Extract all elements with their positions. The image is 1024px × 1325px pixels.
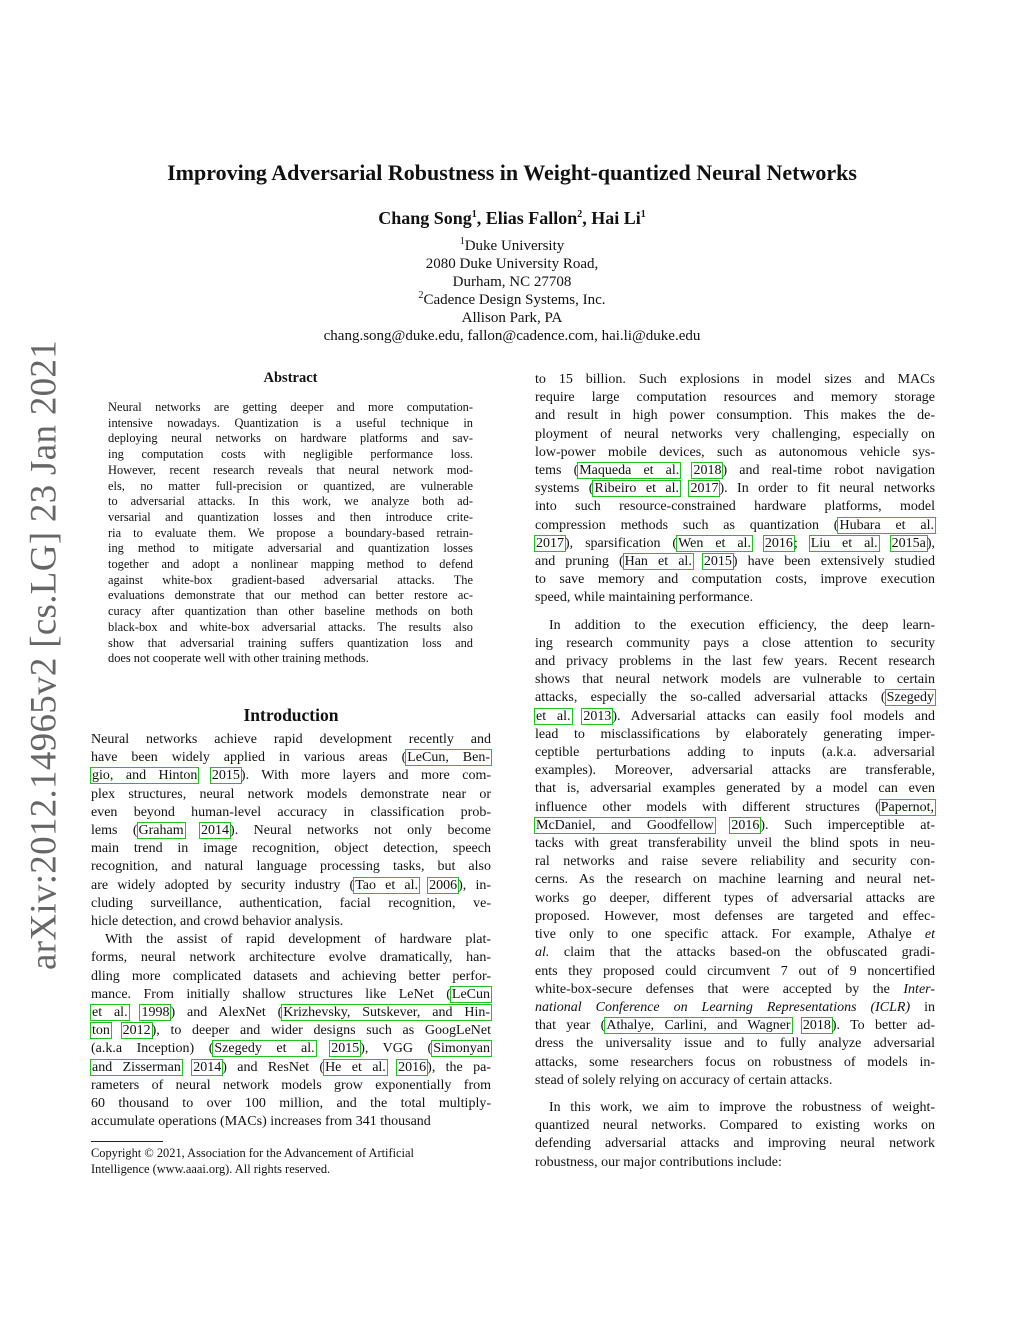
citation-link[interactable]: Szegedy — [886, 690, 934, 706]
text-line: influence other models with different structures (Papernot, — [535, 799, 934, 815]
text-line: ton 2012), to deeper and wider designs such as GoogLeNet — [92, 1023, 492, 1039]
text-line: In this work, we aim to improve the robustness of weight- — [549, 1099, 935, 1115]
text-line: els, no matter full-precision or quantized, are vulnerable — [108, 478, 473, 493]
text-line: et al. 1998) and AlexNet (Krizhevsky, Sutskever, and Hin- — [92, 1005, 490, 1021]
text-line: white-box-secure defenses that were accepted by the Inter- — [535, 981, 935, 997]
text-line: McDaniel, and Goodfellow 2016). Such imperceptible at- — [536, 817, 935, 833]
citation-link[interactable]: LeCun, Ben- — [407, 750, 490, 766]
text-line: cluding surveillance, authentication, facial recognition, ve- — [91, 895, 491, 911]
citation-link[interactable]: et al. — [536, 708, 571, 724]
text-line: Neural networks achieve rapid development recently and — [91, 732, 491, 747]
text-line: require large computation resources and memory storage — [535, 390, 935, 406]
citation-link[interactable]: Tao et al. — [355, 877, 418, 893]
citation-link[interactable]: 2015 — [211, 768, 240, 784]
italic-text: Inter- — [903, 981, 935, 997]
citation-link[interactable]: Wen et al. — [678, 535, 751, 551]
citation-link[interactable]: 2013 — [583, 708, 612, 724]
text-line: and pruning (Han et al. 2015) have been extensively studied — [535, 554, 936, 570]
text-line: With the assist of rapid development of hardware plat- — [105, 932, 491, 948]
text-line: main trend in image recognition, object detection, speech — [91, 841, 491, 857]
italic-text: al. — [535, 945, 550, 961]
text-line: ing computation costs with negligible performance loss. — [108, 447, 473, 462]
citation-link[interactable]: He et al. — [325, 1059, 386, 1075]
text-line: However, recent research reveals that neural network mod- — [108, 462, 473, 477]
affiliation-address: Allison Park, PA — [461, 310, 563, 326]
citation-link[interactable]: 2016 — [764, 535, 793, 551]
citation-link[interactable]: 2018 — [802, 1018, 831, 1034]
abstract-body — [108, 400, 473, 667]
text-line: and result in high power consumption. This makes the de- — [535, 408, 935, 424]
text-line: proposed. However, most defenses are targeted and effec- — [535, 908, 935, 924]
citation-link[interactable]: Athalye, Carlini, and Wagner — [606, 1018, 791, 1034]
text-line: ceptible perturbations adding to inputs (a.k.a. adversarial — [535, 745, 935, 761]
italic-text: et — [924, 927, 935, 943]
citation-link[interactable]: 2016 — [398, 1059, 427, 1075]
author-name: Chang Song — [378, 208, 472, 228]
text-line: (a.k.a Inception) (Szegedy et al. 2015), VGG (Simonyan — [91, 1041, 490, 1057]
author-emails: chang.song@duke.edu, fallon@cadence.com, hai.li@duke.edu — [323, 328, 701, 344]
citation-link[interactable]: 1998 — [141, 1005, 170, 1021]
affiliation-name: Duke University — [464, 238, 565, 254]
text-line: 60 thousand to over 100 million, and the total multiply- — [91, 1096, 491, 1112]
citation-link[interactable]: 2012 — [122, 1023, 151, 1039]
citation-link[interactable]: Han et al. — [624, 554, 692, 570]
citation-link[interactable]: 2015a — [891, 535, 926, 551]
text-line: tacks with great transferability unveil the blind spots in neu- — [535, 836, 935, 852]
text-line: quantized neural networks. Compared to existing works on — [535, 1118, 935, 1134]
text-line: recognition, and natural language processing tasks, but also — [91, 859, 491, 875]
text-line: stead of solely relying on accuracy of certain attacks. — [535, 1072, 833, 1088]
author-name: Hai Li — [591, 208, 641, 228]
citation-link[interactable]: Graham — [138, 823, 184, 839]
citation-link[interactable]: 2015 — [331, 1041, 360, 1057]
text-line: together and adopt a nonlinear mapping method to defend — [108, 557, 473, 572]
text-line: curacy after quantization than other baseline methods on both — [108, 604, 473, 619]
text-line: systems (Ribeiro et al. 2017). In order to fit neural networks — [535, 481, 936, 497]
text-line: versarial and quantization losses and then introduce crite- — [108, 509, 473, 524]
affiliation-address: 2080 Duke University Road, — [425, 256, 599, 272]
text-line: ral networks and raise severe reliability and security con- — [535, 854, 935, 870]
text-line: into such resource-constrained hardware platforms, model — [535, 499, 935, 515]
text-line: ents they proposed could circumvent 7 out of 9 noncertified — [535, 963, 935, 979]
text-line: attacks, some researchers focus on robustness of models in- — [535, 1054, 935, 1070]
citation-link[interactable]: 2014 — [193, 1059, 222, 1075]
text-line: et al. 2013). Adversarial attacks can easily fool models and — [536, 708, 936, 724]
citation-link[interactable]: 2018 — [693, 463, 722, 479]
text-line: against white-box gradient-based adversarial attacks. The — [108, 572, 473, 587]
citation-link[interactable]: 2015 — [703, 554, 732, 570]
citation-link[interactable]: Hubara et al. — [839, 517, 934, 533]
text-line: intensive nowadays. Quantization is a useful technique in — [108, 415, 473, 430]
text-line: tive only to one specific attack. For example, Athalye et — [535, 927, 935, 943]
author-list: Chang Song$^1$, Elias Fallon$^2$, Hai Li$^1$ — [378, 208, 646, 228]
citation-link[interactable]: and Zisserman — [92, 1059, 181, 1075]
text-line: works go deeper, different types of adversarial attacks are — [535, 890, 935, 906]
text-line: gio, and Hinton 2015). With more layers and more com- — [92, 768, 491, 784]
copyright-notice — [91, 1146, 491, 1178]
affiliation-marker: 1 — [459, 236, 465, 247]
text-line: show that adversarial training suffers quantization loss and — [108, 635, 473, 650]
text-line: and Zisserman 2014) and ResNet (He et al. 2016), the pa- — [92, 1059, 492, 1075]
abstract-heading: Abstract — [263, 370, 318, 386]
text-line: to save memory and computation costs, improve execution — [535, 572, 935, 588]
text-line: low-power mobile devices, such as autonomous vehicle sys- — [535, 444, 935, 460]
text-line: that is, adversarial examples generated by a model can even — [535, 781, 935, 797]
text-line: 2017), sparsification (Wen et al. 2016; Liu et al. 2015a), — [536, 535, 935, 551]
arxiv-identifier: arXiv:2012.14965v2 [cs.LG] 23 Jan 2021 — [23, 339, 65, 971]
text-line: robustness, our major contributions include: — [535, 1154, 782, 1170]
citation-link[interactable]: gio, and Hinton — [92, 768, 198, 784]
text-line: tems (Maqueda et al. 2018) and real-time robot navigation — [535, 463, 936, 479]
text-line: rameters of neural network models grow exponentially from — [91, 1077, 491, 1093]
affiliation-address: Durham, NC 27708 — [452, 274, 572, 290]
affiliation-block — [0, 237, 1024, 345]
introduction-body — [91, 731, 491, 1131]
text-line: deploying neural networks on hardware platforms and sav- — [108, 431, 473, 446]
affiliation-marker: 1 — [471, 209, 477, 220]
text-line: evaluations demonstrate that our method can better restore ac- — [108, 588, 473, 603]
text-line: al. claim that the attacks based-on the obfuscated gradi- — [535, 945, 935, 961]
text-line: cerns. As the research on machine learning and neural net- — [535, 872, 935, 888]
text-line: even beyond human-level accuracy in classification prob- — [91, 804, 491, 820]
copyright-line: Intelligence (www.aaai.org). All rights reserved. — [91, 1161, 331, 1176]
text-line: shows that neural network models are vulnerable to certain — [535, 672, 935, 688]
text-line: defending adversarial attacks and improving neural network — [535, 1136, 935, 1152]
citation-link[interactable]: Szegedy et al. — [214, 1041, 315, 1057]
text-line: attacks, especially the so-called adversarial attacks (Szegedy — [535, 690, 934, 706]
text-line: and privacy problems in the last few years. Recent research — [535, 654, 935, 670]
text-line: plex structures, neural network models demonstrate near or — [91, 786, 491, 802]
arxiv-sidebar — [0, 0, 90, 1325]
paper-title: Improving Adversarial Robustness in Weight-quantized Neural Networks — [167, 160, 857, 185]
text-line: that year (Athalye, Carlini, and Wagner 2018). To better ad- — [535, 1018, 935, 1034]
citation-link[interactable]: McDaniel, and Goodfellow — [536, 817, 714, 833]
text-line: mance. From initially shallow structures like LeNet (LeCun — [91, 986, 490, 1002]
right-column-body — [535, 371, 935, 1172]
italic-text: national Conference on Learning Representations (ICLR) — [535, 999, 911, 1015]
affiliation-marker: 1 — [640, 209, 646, 220]
citation-link[interactable]: 2017 — [690, 481, 719, 497]
paragraph-gap — [535, 608, 935, 617]
text-line: In addition to the execution efficiency, the deep learn- — [549, 617, 935, 633]
text-line: ing method to mitigate adversarial and quantization losses — [108, 541, 473, 556]
introduction-heading: Introduction — [243, 705, 339, 725]
text-line: dress the universality issue and to fully analyze adversarial — [535, 1036, 935, 1052]
text-line: examples). Moreover, adversarial attacks are transferable, — [535, 763, 935, 779]
text-line: black-box and white-box adversarial attacks. The results also — [108, 619, 473, 634]
citation-link[interactable]: 2016 — [731, 817, 760, 833]
text-line: ployment of neural networks very challenging, especially on — [535, 426, 935, 442]
text-line: Neural networks are getting deeper and more computation- — [108, 400, 473, 414]
author-name: Elias Fallon — [485, 208, 578, 228]
text-line: national Conference on Learning Representations (ICLR) in — [535, 999, 936, 1015]
citation-link[interactable]: Maqueda et al. — [579, 463, 680, 479]
text-line: to 15 billion. Such explosions in model sizes and MACs — [535, 372, 935, 387]
affiliation-marker: 2 — [577, 209, 583, 220]
citation-link[interactable]: 2014 — [201, 823, 230, 839]
text-line: have been widely applied in various areas (LeCun, Ben- — [91, 750, 490, 766]
text-line: compression methods such as quantization (Hubara et al. — [535, 517, 934, 533]
citation-link[interactable]: ton — [92, 1023, 110, 1039]
citation-link[interactable]: 2006 — [429, 877, 458, 893]
text-line: ing research community pays a close attention to security — [535, 635, 935, 651]
text-line: accumulate operations (MACs) increases from 341 thousand — [91, 1114, 431, 1130]
paragraph-gap — [535, 1090, 935, 1099]
text-line: dling more complicated datasets and achieving better perfor- — [91, 968, 491, 984]
affiliation-marker: 2 — [418, 290, 424, 301]
text-line: ria to evaluate them. We propose a boundary-based retrain- — [108, 525, 473, 540]
text-line: lead to misclassifications by elaborately generating imper- — [535, 726, 935, 742]
text-line: lems (Graham 2014). Neural networks not only become — [91, 823, 492, 839]
copyright-line: Copyright © 2021, Association for the Advancement of Artificial — [91, 1146, 414, 1160]
citation-link[interactable]: Liu et al. — [810, 535, 878, 551]
text-line: hicle detection, and crowd behavior analysis. — [91, 914, 344, 930]
citation-link[interactable]: Ribeiro et al. — [594, 481, 679, 497]
citation-link[interactable]: Papernot, — [880, 799, 934, 815]
citation-link[interactable]: et al. — [92, 1005, 128, 1021]
citation-link[interactable]: Krizhevsky, Sutskever, and Hin- — [283, 1005, 490, 1021]
affiliation-name: Cadence Design Systems, Inc. — [423, 292, 606, 308]
text-line: does not cooperate well with other training methods. — [108, 651, 369, 666]
text-line: to adversarial attacks. In this work, we analyze both ad- — [108, 494, 473, 509]
text-line: are widely adopted by security industry (Tao et al. 2006), in- — [91, 877, 491, 893]
citation-link[interactable]: LeCun — [451, 986, 490, 1002]
footnote-rule — [91, 1141, 163, 1142]
citation-link[interactable]: Simonyan — [433, 1041, 490, 1057]
citation-link[interactable]: 2017 — [536, 535, 564, 551]
text-line: forms, neural network architecture evolve dramatically, han- — [91, 950, 491, 966]
text-line: speed, while maintaining performance. — [535, 590, 754, 606]
